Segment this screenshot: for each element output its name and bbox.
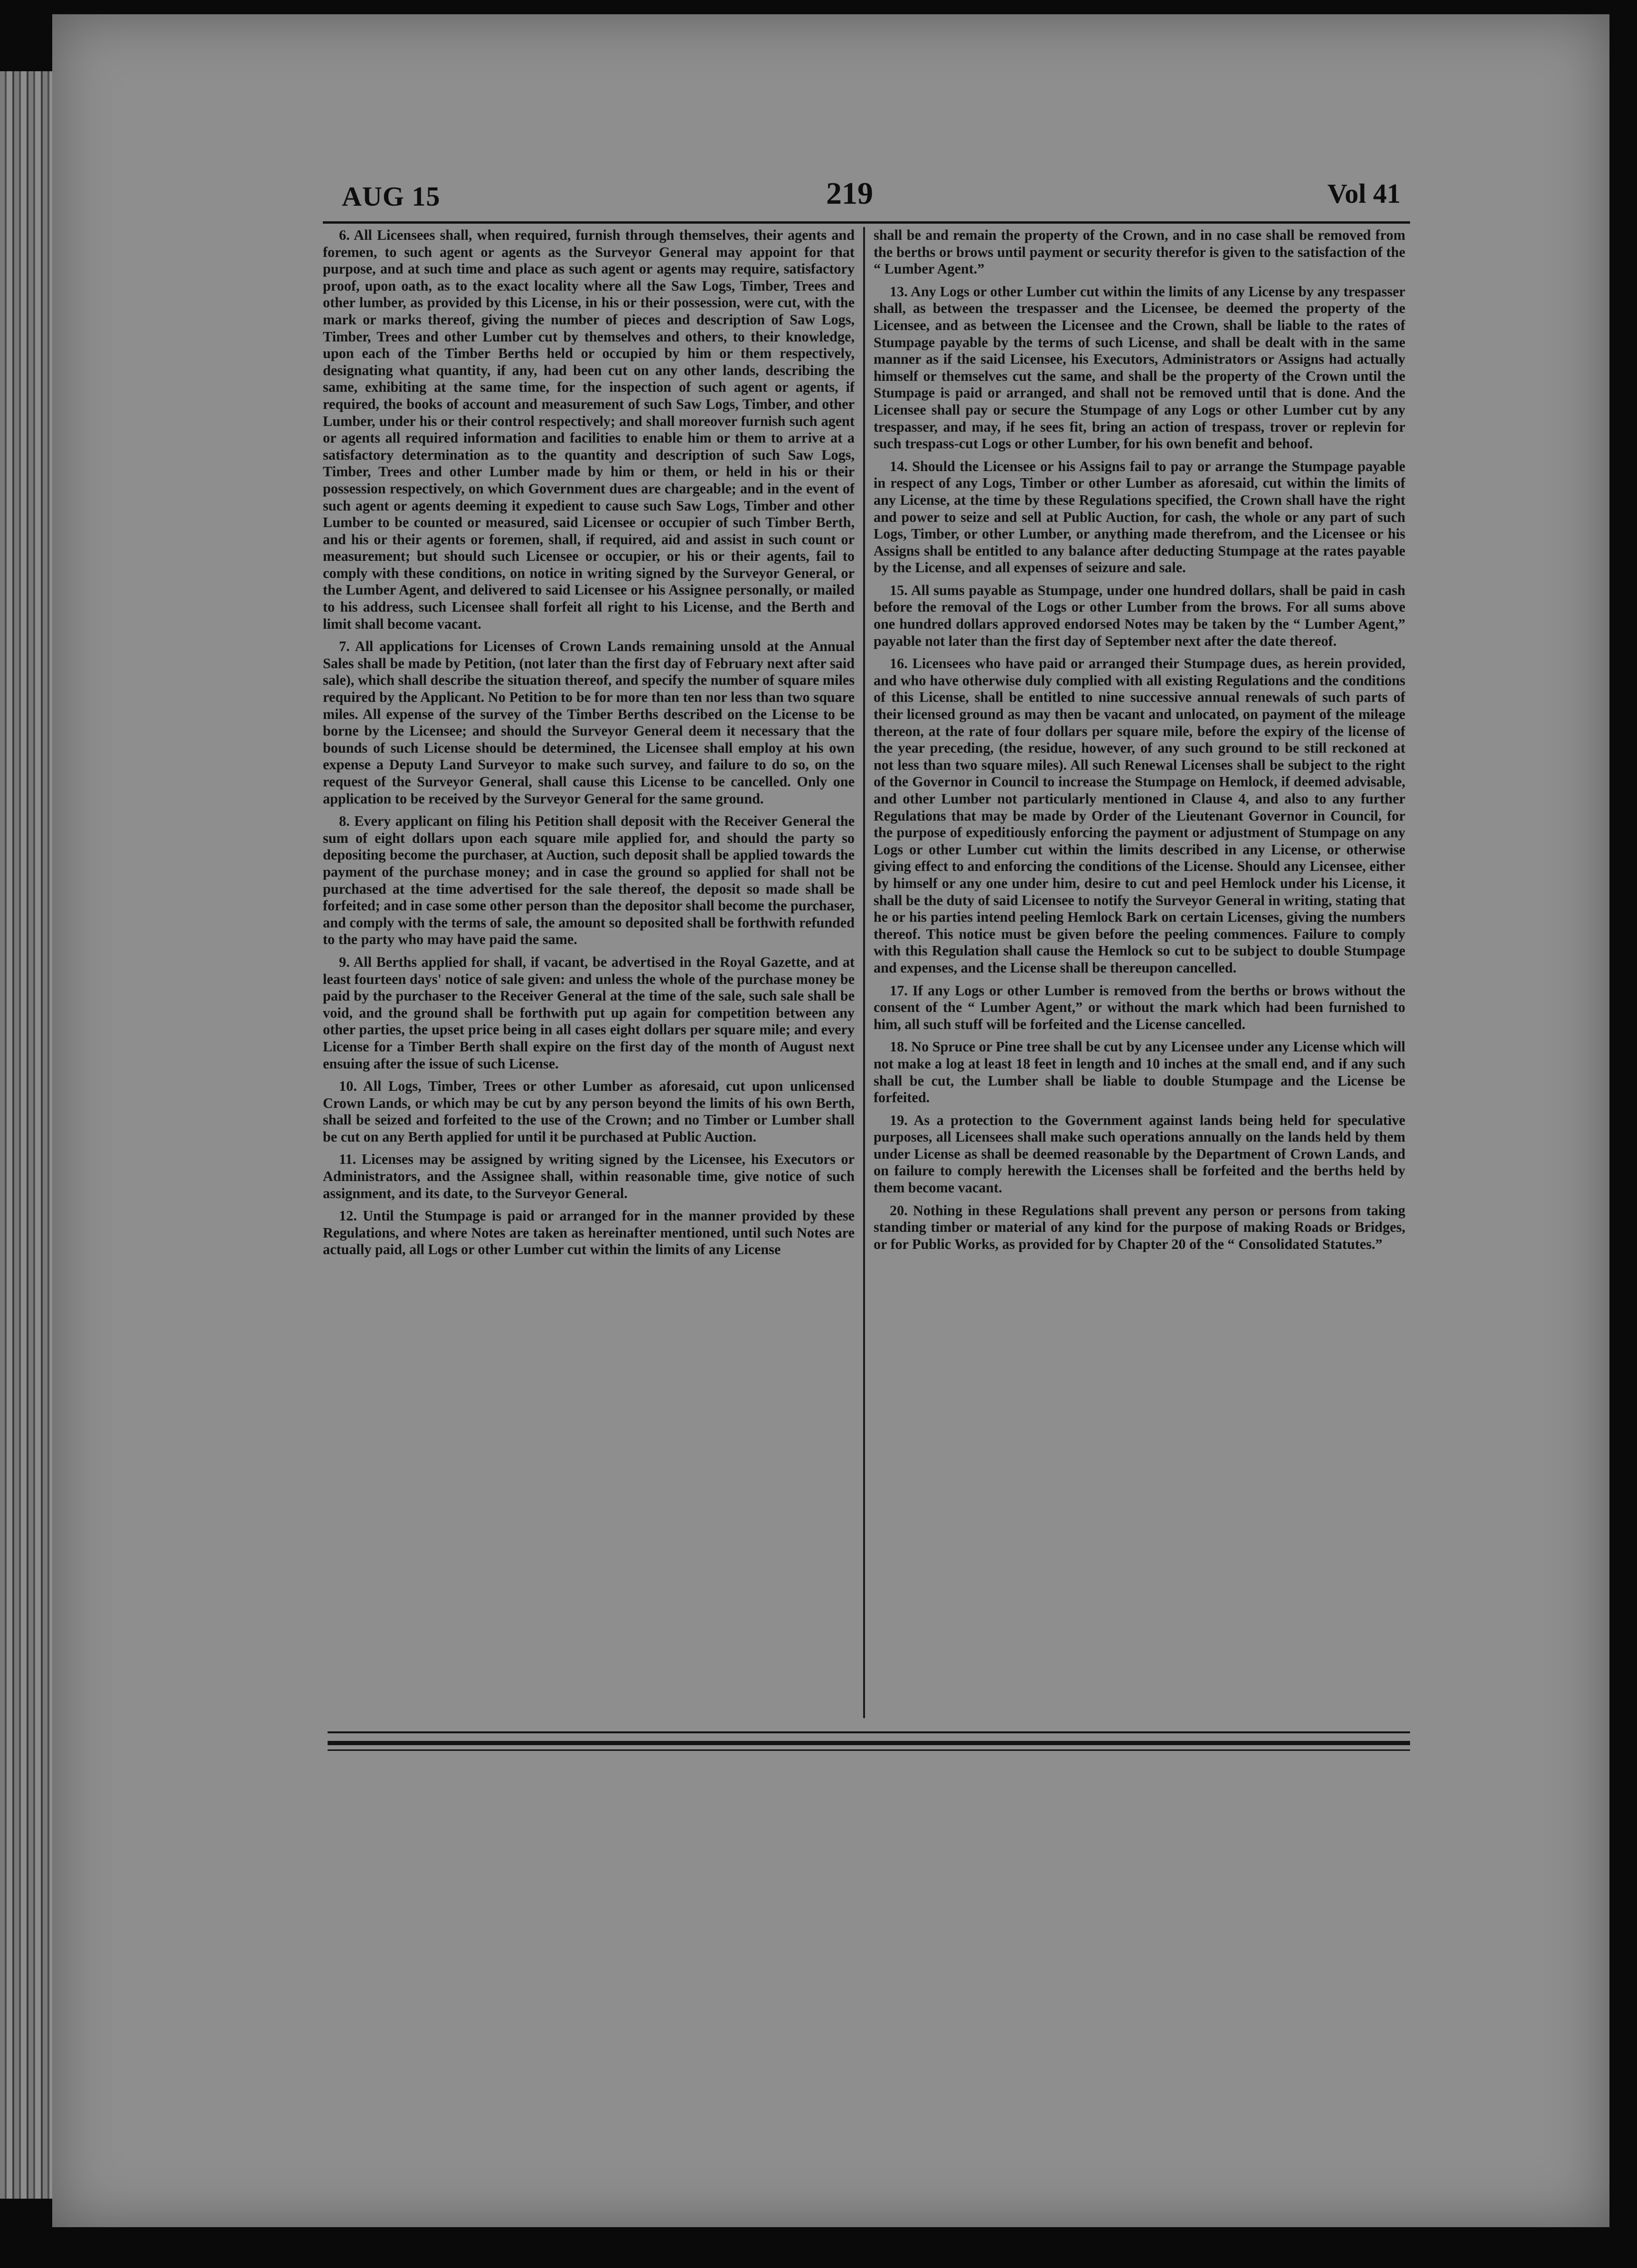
paragraph-11: 11. Licenses may be assigned by writing signed by the Licensee, his Executors or Administrators, and the Assignee shall, within reasonable time, give notice of such assignment, and its date, to the Surveyor General. bbox=[323, 1151, 855, 1201]
paragraph-16: 16. Licensees who have paid or arranged their Stumpage dues, as herein provided, and who have otherwise duly complied with all existing Regulations and the conditions of this License, shall be entitled to nine successive annual renewals of such parts of their licensed ground as may then be vacant and unlocated, on payment of the mileage thereon, at the rate of four dollars per square mile, before the expiry of the license of the year preceding, (the residue, however, of any such ground to be still reckoned at not less than two square miles). All such Renewal Licenses shall be subject to the right of the Governor in Council to increase the Stumpage on Hemlock, if deemed advisable, and other Lumber not particularly mentioned in Clause 4, and also to any further Regulations that may be made by Order of the Lieutenant Governor in Council, for the purpose of expeditiously enforcing the payment or adjustment of Stumpage on any Logs or other Lumber cut within the limits described in any License, or otherwise giving effect to and enforcing the conditions of the License. Should any Licensee, either by himself or any one under him, desire to cut and peel Hemlock under his License, it shall be the duty of said Licensee to notify the Surveyor General in writing, stating that he or his parties intend peeling Hemlock Bark on certain Licenses, giving the numbers thereof. This notice must be given before the peeling commences. Failure to comply with this Regulation shall cause the Hemlock so cut to be subject to double Stumpage and expenses, and the License shall be thereupon cancelled. bbox=[874, 655, 1405, 976]
paragraph-18: 18. No Spruce or Pine tree shall be cut by any Licensee under any License which will not make a log at least 18 feet in length and 10 inches at the small end, and if any such shall be cut, the Lumber shall be liable to double Stumpage and the License be forfeited. bbox=[874, 1039, 1405, 1106]
paragraph-7: 7. All applications for Licenses of Crown Lands remaining unsold at the Annual Sales shall be made by Petition, (not later than the first day of February next after said sale), which shall describe the situation thereof, and specify the number of square miles required by the Applicant. No Petition to be for more than ten nor less than two square miles. All expense of the survey of the Timber Berths described on the License to be borne by the Licensee; and should the Surveyor General deem it necessary that the bounds of such License should be determined, the Licensee shall employ at his own expense a Deputy Land Surveyor to make such survey, and failure to do so, on the request of the Surveyor General, shall cause this License to be cancelled. Only one application to be received by the Surveyor General for the same ground. bbox=[323, 638, 855, 807]
paragraph-14: 14. Should the Licensee or his Assigns fail to pay or arrange the Stumpage payable in respect of any Logs, Timber or other Lumber as aforesaid, cut within the limits of any License, at the time by these Regulations specified, the Crown shall have the right and power to seize and sell at Public Auction, for cash, the whole or any part of such Logs, Timber, or other Lumber, or anything made therefrom, and the Licensee or his Assigns shall be entitled to any balance after deducting Stumpage at the rates payable by the License, and all expenses of seizure and sale. bbox=[874, 458, 1405, 576]
header-page-number: 219 bbox=[826, 176, 873, 211]
column-divider bbox=[863, 227, 865, 1718]
right-column bbox=[874, 227, 1405, 1718]
paragraph-12-continued: shall be and remain the property of the Crown, and in no case shall be removed from the berths or brows until payment or security therefor is given to the satisfaction of the “ Lumber Agent.” bbox=[874, 227, 1405, 277]
paragraph-10: 10. All Logs, Timber, Trees or other Lumber as aforesaid, cut upon unlicensed Crown Lands, or which may be cut by any person beyond the limits of his own Berth, shall be seized and forfeited to the use of the Crown; and no Timber or Lumber shall be cut on any Berth applied for until it be purchased at Public Auction. bbox=[323, 1078, 855, 1145]
page-header bbox=[332, 176, 1405, 226]
paragraph-13: 13. Any Logs or other Lumber cut within the limits of any License by any trespasser shall, as between the trespasser and the Licensee, be deemed the property of the Licensee, and as between the Licensee and the Crown, shall be liable to the rates of Stumpage payable by the terms of such License, and shall be dealt with in the same manner as if the said Licensee, his Executors, Administrators or Assigns had actually himself or themselves cut the same, and shall be the property of the Crown until the Stumpage is paid or arranged, and shall not be removed until that is done. And the Licensee shall pay or secure the Stumpage of any Logs or other Lumber cut by any trespasser, and may, if he sees fit, bring an action of trespass, trover or replevin for such trespass-cut Logs or other Lumber, for his own benefit and behoof. bbox=[874, 283, 1405, 452]
paragraph-20: 20. Nothing in these Regulations shall prevent any person or persons from taking standing timber or material of any kind for the purpose of making Roads or Bridges, or for Public Works, as provided for by Chapter 20 of the “ Consolidated Statutes.” bbox=[874, 1202, 1405, 1252]
header-rule bbox=[323, 221, 1410, 224]
paragraph-17: 17. If any Logs or other Lumber is removed from the berths or brows without the consent of the “ Lumber Agent,” or without the mark which had been furnished to him, all such stuff will be forfeited and the License cancelled. bbox=[874, 982, 1405, 1032]
header-volume: Vol 41 bbox=[1327, 178, 1401, 209]
footer-rule-thin-top bbox=[328, 1731, 1410, 1733]
paragraph-9: 9. All Berths applied for shall, if vacant, be advertised in the Royal Gazette, and at least fourteen days' notice of sale given: and unless the whole of the purchase money be paid by the purchaser to the Receiver General at the time of the sale, such sale shall be void, and the ground shall be forthwith put up again for competition between any other parties, the upset price being in all cases eight dollars per square mile; and every License for a Timber Berth shall expire on the first day of the month of August next ensuing after the issue of such License. bbox=[323, 954, 855, 1072]
two-column-body bbox=[323, 227, 1410, 1713]
paragraph-15: 15. All sums payable as Stumpage, under one hundred dollars, shall be paid in cash before the removal of the Logs or other Lumber from the brows. For all sums above one hundred dollars approved endorsed Notes may be taken by the “ Lumber Agent,” payable not later than the first day of September next after the date thereof. bbox=[874, 582, 1405, 649]
header-date: AUG 15 bbox=[342, 181, 441, 212]
footer-rule-thick bbox=[328, 1741, 1410, 1745]
paragraph-6: 6. All Licensees shall, when required, furnish through themselves, their agents and foremen, to such agent or agents as the Surveyor General may appoint for that purpose, and at such time and place as such agent or agents may require, satisfactory proof, upon oath, as to the exact locality where all the Saw Logs, Timber, Trees and other lumber, as provided by this License, in his or their possession, were cut, with the mark or marks thereof, giving the number of pieces and description of Saw Logs, Timber, Trees and other Lumber cut by themselves and others, to their knowledge, upon each of the Timber Berths held or occupied by him or them respectively, designating what quantity, if any, had been cut on any other lands, describing the same, exhibiting at the same time, for the inspection of such agent or agents, if required, the books of account and measurement of such Saw Logs, Timber, and other Lumber, under his or their control respectively; and shall moreover furnish such agent or agents all required information and facilities to enable him or them to arrive at a satisfactory determination as to the quantity and description of such Saw Logs, Timber, Trees and other Lumber made by him or them, or held in his or their possession respectively, on which Government dues are chargeable; and in the event of such agent or agents deeming it expedient to cause such Saw Logs, Timber and other Lumber to be counted or measured, said Licensee or occupier of such Timber Berth, and his or their agents or foremen, shall, if required, aid and assist in such count or measurement; but should such Licensee or occupier, or his or their agents, fail to comply with these conditions, on notice in writing signed by the Surveyor General, or the Lumber Agent, and delivered to said Licensee or his Assignee personally, or mailed to his address, such Licensee shall forfeit all right to his License, and the Berth and limit shall become vacant. bbox=[323, 227, 855, 632]
left-column bbox=[323, 227, 855, 1718]
paragraph-8: 8. Every applicant on filing his Petition shall deposit with the Receiver General the sum of eight dollars upon each square mile applied for, and should the party so depositing become the purchaser, at Auction, such deposit shall be applied towards the payment of the purchase money; and in case the ground so applied for shall not be purchased at the time advertised for the sale thereof, the deposit so made shall be forfeited; and in case some other person than the depositor shall become the purchaser, and comply with the terms of sale, the amount so deposited shall be forthwith refunded to the party who may have paid the same. bbox=[323, 813, 855, 948]
footer-rule-thin-bottom bbox=[328, 1749, 1410, 1751]
paragraph-19: 19. As a protection to the Government against lands being held for speculative purposes, all Licensees shall make such operations annually on the lands held by them under License as shall be deemed reasonable by the Department of Crown Lands, and on failure to comply herewith the Licenses shall be forfeited and the berths held by them become vacant. bbox=[874, 1112, 1405, 1196]
paragraph-12: 12. Until the Stumpage is paid or arranged for in the manner provided by these Regulations, and where Notes are taken as hereinafter mentioned, until such Notes are actually paid, all Logs or other Lumber cut within the limits of any License bbox=[323, 1208, 855, 1258]
